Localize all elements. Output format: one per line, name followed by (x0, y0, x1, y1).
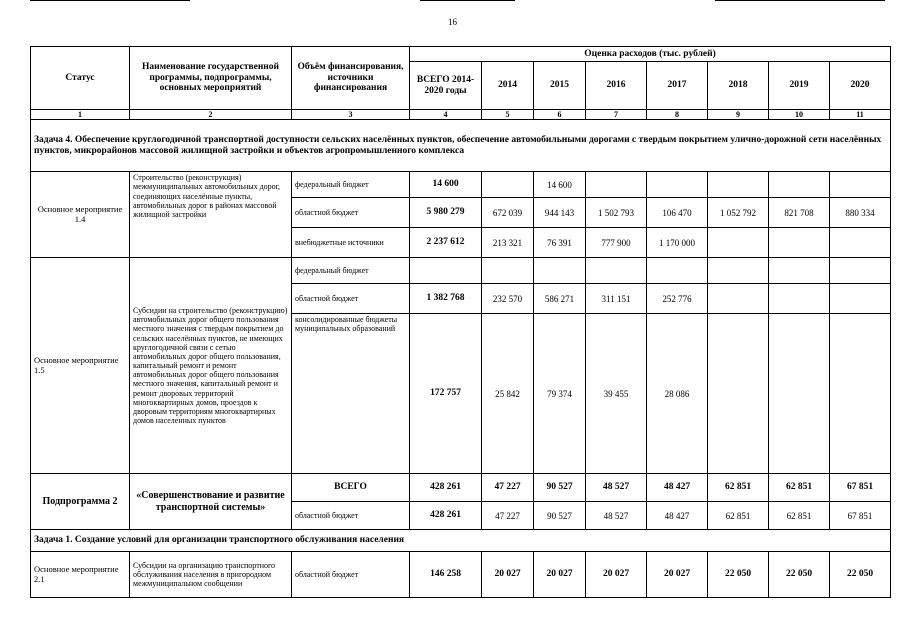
year-value: 14 600 (534, 172, 586, 198)
header-year: 2020 (830, 62, 891, 110)
year-value: 944 143 (534, 198, 586, 228)
header-status: Статус (31, 47, 130, 110)
year-value: 1 502 793 (586, 198, 647, 228)
header-total: ВСЕГО 2014-2020 годы (410, 62, 482, 110)
year-value (482, 258, 534, 284)
year-value: 47 227 (482, 474, 534, 502)
source-label: областной бюджет (292, 284, 410, 314)
year-value: 821 708 (769, 198, 830, 228)
column-index-row (31, 110, 891, 120)
year-value: 22 050 (830, 552, 891, 598)
year-value: 76 391 (534, 228, 586, 258)
year-value (830, 172, 891, 198)
task-4-text: Задача 4. Обеспечение круглогодичной транспортной доступности сельских населённых пунктов, обеспечение автомобильными дорогами с твердым покрытием улично-дорожной сети населённых пунктов, микрорайонов массовой жилищной застройки и объектов агропромышленного комплекса (31, 120, 891, 172)
header-row (31, 47, 891, 62)
year-value: 311 151 (586, 284, 647, 314)
year-value (647, 172, 708, 198)
row-total: 428 261 (410, 474, 482, 502)
column-index: 10 (769, 110, 830, 120)
row-total: 14 600 (410, 172, 482, 198)
year-value (830, 258, 891, 284)
measure-1-4-name: Строительство (реконструкция) межмуниципальных автомобильных дорог, соединяющих населённые пункты, автомобильных дорог в районах массовой жилищной застройки (130, 172, 292, 258)
row-total: 146 258 (410, 552, 482, 598)
column-index: 8 (647, 110, 708, 120)
year-value: 22 050 (769, 552, 830, 598)
source-label: ВСЕГО (292, 474, 410, 502)
year-value: 20 027 (647, 552, 708, 598)
year-value: 20 027 (534, 552, 586, 598)
row-total: 1 382 768 (410, 284, 482, 314)
year-value: 39 455 (586, 314, 647, 474)
column-index: 3 (292, 110, 410, 120)
year-value (708, 314, 769, 474)
table-row (31, 474, 891, 502)
year-value (586, 258, 647, 284)
table-row (31, 258, 891, 284)
year-value (708, 228, 769, 258)
year-value (482, 172, 534, 198)
table-row (31, 172, 891, 198)
row-total: 428 261 (410, 502, 482, 530)
year-value (534, 258, 586, 284)
year-value: 232 570 (482, 284, 534, 314)
expenditure-table (30, 46, 891, 598)
top-rule (420, 0, 515, 1)
year-value: 48 427 (647, 502, 708, 530)
header-year: 2019 (769, 62, 830, 110)
year-value (769, 258, 830, 284)
year-value: 48 527 (586, 474, 647, 502)
source-label: областной бюджет (292, 502, 410, 530)
year-value (647, 258, 708, 284)
header-year: 2014 (482, 62, 534, 110)
year-value: 1 052 792 (708, 198, 769, 228)
measure-1-4-status: Основное мероприятие 1.4 (31, 172, 130, 258)
top-rule (715, 0, 885, 1)
year-value: 67 851 (830, 502, 891, 530)
task-1-text: Задача 1. Создание условий для организации транспортного обслуживания населения (31, 530, 891, 552)
year-value: 20 027 (586, 552, 647, 598)
year-value: 62 851 (769, 474, 830, 502)
row-total: 5 980 279 (410, 198, 482, 228)
year-value: 586 271 (534, 284, 586, 314)
year-value (830, 284, 891, 314)
year-value: 67 851 (830, 474, 891, 502)
measure-1-5-status: Основное мероприятие 1.5 (31, 258, 130, 474)
header-year: 2015 (534, 62, 586, 110)
column-index: 11 (830, 110, 891, 120)
column-index: 4 (410, 110, 482, 120)
year-value: 47 227 (482, 502, 534, 530)
source-label: федеральный бюджет (292, 172, 410, 198)
row-total (410, 258, 482, 284)
year-value: 90 527 (534, 474, 586, 502)
page-number: 16 (448, 17, 457, 27)
year-value: 20 027 (482, 552, 534, 598)
task-row (31, 120, 891, 172)
year-value: 672 039 (482, 198, 534, 228)
year-value: 48 427 (647, 474, 708, 502)
source-label: федеральный бюджет (292, 258, 410, 284)
year-value: 880 334 (830, 198, 891, 228)
source-label: областной бюджет (292, 198, 410, 228)
column-index: 1 (31, 110, 130, 120)
header-year: 2016 (586, 62, 647, 110)
header-name: Наименование государственной программы, подпрограммы, основных мероприятий (130, 47, 292, 110)
year-value (586, 172, 647, 198)
year-value: 90 527 (534, 502, 586, 530)
measure-1-5-name: Субсидии на строительство (реконструкцию) автомобильных дорог общего пользования местного значения с твердым покрытием до сельских населённых пунктов, не имеющих круглогодичной связи с сетью автомобильных дорог общего пользования, капитальный ремонт и ремонт автомобильных дорог общего пользования местного значения, капитальный ремонт и ремонт дворовых территорий многоквартирных домов, проездов к дворовым территориям многоквартирных домов населенных пунктов (130, 258, 292, 474)
year-value: 252 776 (647, 284, 708, 314)
year-value: 48 527 (586, 502, 647, 530)
column-index: 2 (130, 110, 292, 120)
row-total: 2 237 612 (410, 228, 482, 258)
year-value: 777 900 (586, 228, 647, 258)
year-value: 62 851 (708, 474, 769, 502)
year-value: 62 851 (708, 502, 769, 530)
year-value: 28 086 (647, 314, 708, 474)
year-value: 106 470 (647, 198, 708, 228)
year-value (830, 228, 891, 258)
column-index: 6 (534, 110, 586, 120)
year-value: 1 170 000 (647, 228, 708, 258)
header-estimate: Оценка расходов (тыс. рублей) (410, 47, 891, 62)
row-total: 172 757 (410, 314, 482, 474)
year-value (769, 314, 830, 474)
measure-2-1-name: Субсидии на организацию транспортного обслуживания населения в пригородном межмуниципальном сообщении (130, 552, 292, 598)
column-index: 5 (482, 110, 534, 120)
column-index: 7 (586, 110, 647, 120)
header-year: 2017 (647, 62, 708, 110)
year-value (769, 228, 830, 258)
source-label: областной бюджет (292, 552, 410, 598)
measure-2-1-status: Основное мероприятие 2.1 (31, 552, 130, 598)
source-label: консолидированные бюджеты муниципальных образований (292, 314, 410, 474)
column-index: 9 (708, 110, 769, 120)
subprogram-2-status: Подпрограмма 2 (31, 474, 130, 530)
year-value (769, 284, 830, 314)
header-volume: Объём финансирования, источники финансирования (292, 47, 410, 110)
header-year: 2018 (708, 62, 769, 110)
year-value (708, 172, 769, 198)
table-row (31, 552, 891, 598)
year-value: 213 321 (482, 228, 534, 258)
year-value (830, 314, 891, 474)
subprogram-2-name: «Совершенствование и развитие транспортной системы» (130, 474, 292, 530)
year-value: 25 842 (482, 314, 534, 474)
task-row (31, 530, 891, 552)
year-value: 79 374 (534, 314, 586, 474)
year-value: 22 050 (708, 552, 769, 598)
year-value (769, 172, 830, 198)
year-value (708, 284, 769, 314)
source-label: внебюджетные источники (292, 228, 410, 258)
year-value: 62 851 (769, 502, 830, 530)
year-value (708, 258, 769, 284)
top-rule (30, 0, 190, 1)
